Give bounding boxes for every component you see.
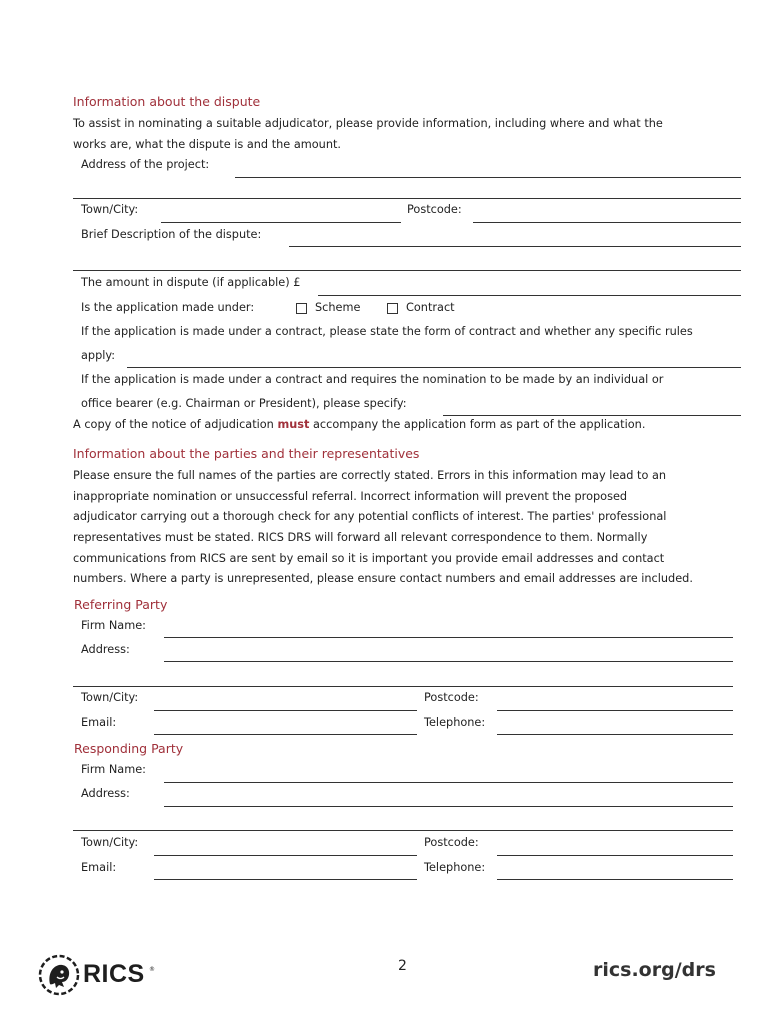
rics-lion-icon: [38, 954, 80, 996]
contract-checkbox[interactable]: [387, 303, 398, 314]
contract-label: Contract: [406, 301, 455, 314]
referring-address-field[interactable]: [164, 661, 733, 662]
referring-address-label: Address:: [81, 643, 130, 656]
project-town-field[interactable]: [161, 222, 401, 223]
office-bearer-field[interactable]: [443, 415, 741, 416]
referring-firm-label: Firm Name:: [81, 619, 146, 632]
project-town-label: Town/City:: [81, 203, 139, 216]
referring-email-field[interactable]: [154, 734, 417, 735]
amount-field[interactable]: [318, 295, 741, 296]
responding-firm-field[interactable]: [164, 782, 733, 783]
brief-description-label: Brief Description of the dispute:: [81, 228, 262, 241]
contract-form-field[interactable]: [127, 367, 741, 368]
parties-text-line-4: representatives must be stated. RICS DRS will forward all relevant correspondence to them. Normally: [73, 531, 648, 544]
parties-text-line-6: numbers. Where a party is unrepresented, please ensure contact numbers and email addresses are included.: [73, 572, 693, 585]
brief-description-field[interactable]: [289, 246, 741, 247]
parties-heading: Information about the parties and their representatives: [73, 446, 420, 461]
rics-logo-mark: ®: [149, 966, 155, 973]
referring-town-label: Town/City:: [81, 691, 139, 704]
referring-firm-field[interactable]: [164, 637, 733, 638]
made-under-label: Is the application made under:: [81, 301, 255, 314]
dispute-heading: Information about the dispute: [73, 94, 261, 109]
scheme-label: Scheme: [315, 301, 361, 314]
copy-note-must: must: [277, 418, 310, 431]
responding-postcode-field[interactable]: [497, 855, 733, 856]
responding-telephone-label: Telephone:: [424, 861, 486, 874]
project-postcode-field[interactable]: [473, 222, 741, 223]
parties-text-line-2: inappropriate nomination or unsuccessful referral. Incorrect information will prevent the proposed: [73, 490, 628, 503]
responding-party-heading: Responding Party: [74, 741, 184, 756]
responding-address-field[interactable]: [164, 806, 733, 807]
dispute-intro-line-1: To assist in nominating a suitable adjudicator, please provide information, including where and what the: [73, 117, 663, 130]
website-link[interactable]: rics.org/drs: [593, 959, 716, 981]
project-address-field[interactable]: [235, 177, 741, 178]
referring-telephone-label: Telephone:: [424, 716, 486, 729]
referring-town-field[interactable]: [154, 710, 417, 711]
referring-postcode-field[interactable]: [497, 710, 733, 711]
dispute-intro-line-2: works are, what the dispute is and the amount.: [73, 138, 342, 151]
responding-postcode-label: Postcode:: [424, 836, 479, 849]
responding-firm-label: Firm Name:: [81, 763, 146, 776]
referring-address-field-2[interactable]: [73, 686, 733, 687]
copy-note-text: A copy of the notice of adjudication: [73, 418, 278, 431]
project-postcode-label: Postcode:: [407, 203, 462, 216]
responding-email-label: Email:: [81, 861, 117, 874]
office-bearer-line-2: office bearer (e.g. Chairman or President), please specify:: [81, 397, 407, 410]
referring-postcode-label: Postcode:: [424, 691, 479, 704]
responding-telephone-field[interactable]: [497, 879, 733, 880]
responding-address-field-2[interactable]: [73, 830, 733, 831]
copy-note-text-end: accompany the application form as part of the application.: [309, 418, 646, 431]
page-number: 2: [398, 958, 407, 974]
referring-email-label: Email:: [81, 716, 117, 729]
amount-label: The amount in dispute (if applicable) £: [81, 276, 301, 289]
responding-town-field[interactable]: [154, 855, 417, 856]
contract-form-line-1: If the application is made under a contract, please state the form of contract and whether any specific rules: [81, 325, 693, 338]
responding-town-label: Town/City:: [81, 836, 139, 849]
parties-text-line-1: Please ensure the full names of the parties are correctly stated. Errors in this information may lead to an: [73, 469, 667, 482]
scheme-checkbox[interactable]: [296, 303, 307, 314]
office-bearer-line-1: If the application is made under a contract and requires the nomination to be made by an individual or: [81, 373, 664, 386]
copy-notice-note: [73, 418, 645, 431]
referring-party-heading: Referring Party: [74, 597, 168, 612]
responding-email-field[interactable]: [154, 879, 417, 880]
project-address-label: Address of the project:: [81, 158, 210, 171]
brief-description-field-2[interactable]: [73, 270, 741, 271]
contract-form-line-2: apply:: [81, 349, 116, 362]
project-address-field-2[interactable]: [73, 198, 741, 199]
referring-telephone-field[interactable]: [497, 734, 733, 735]
rics-logo-text: RICS: [83, 960, 145, 988]
parties-text-line-5: communications from RICS are sent by email so it is important you provide email addresses and contact: [73, 552, 665, 565]
parties-text-line-3: adjudicator carrying out a thorough check for any potential conflicts of interest. The parties' professional: [73, 510, 667, 523]
responding-address-label: Address:: [81, 787, 130, 800]
